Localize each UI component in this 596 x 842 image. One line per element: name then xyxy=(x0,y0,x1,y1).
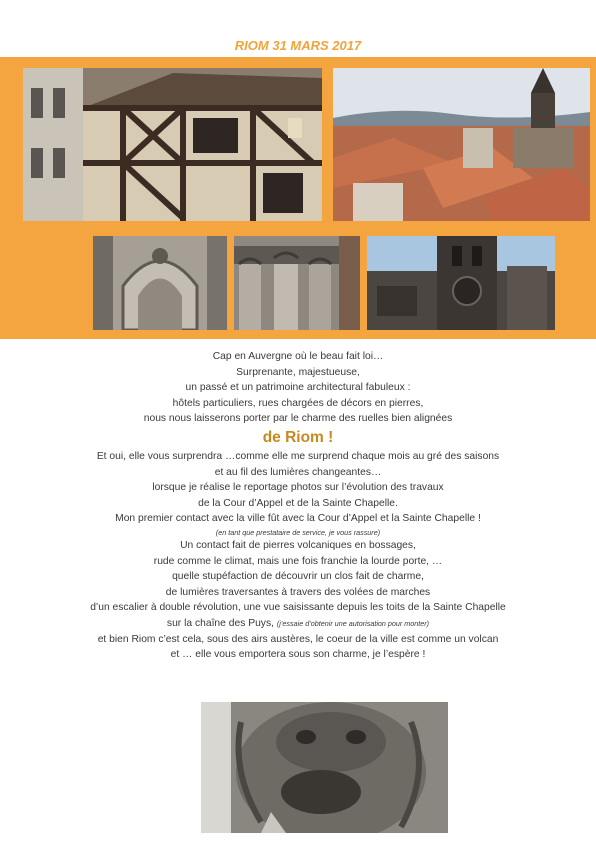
text-note-inline: (j’essaie d’obtenir une autorisation pour monter) xyxy=(276,618,430,628)
text-line: hôtels particuliers, rues chargées de décors en pierres, xyxy=(172,397,424,409)
text-line: Cap en Auvergne où le beau fait loi… xyxy=(212,351,384,362)
text-line: Mon premier contact avec la ville fût avec la Cour d’Appel et la Sainte Chapelle ! xyxy=(115,513,481,525)
text-line: et bien Riom c’est cela, sous des airs austères, le coeur de la ville est comme un volcan xyxy=(97,633,499,645)
text-note: (en tant que prestataire de service, je vous rassure) xyxy=(215,527,381,537)
text-line: et au fil des lumières changeantes… xyxy=(214,466,382,478)
text-line: quelle stupéfaction de découvrir un clos fait de charme, xyxy=(172,571,424,583)
text-line: de lumières traversantes à travers des volées de marches xyxy=(165,586,431,598)
highlight-heading: de Riom ! xyxy=(262,428,334,446)
text-puys: sur la chaîne des Puys, xyxy=(166,617,274,629)
text-line: Surprenante, majestueuse, xyxy=(236,366,360,378)
body-text xyxy=(20,349,576,663)
text-line-puys xyxy=(20,616,576,632)
page-title: RIOM 31 MARS 2017 xyxy=(234,38,362,53)
text-line: lorsque je réalise le reportage photos sur l’évolution des travaux xyxy=(152,482,444,494)
text-line: nous nous laisserons porter par le charme des ruelles bien alignées xyxy=(143,413,453,425)
text-line: et … elle vous emportera sous son charme, je l’espère ! xyxy=(170,649,426,661)
text-line: d’un escalier à double révolution, une vue saisissante depuis les toits de la Sainte Chapelle xyxy=(90,602,506,614)
photo-stone-tower xyxy=(367,236,555,330)
text-line: de la Cour d’Appel et de la Sainte Chapelle. xyxy=(198,497,398,509)
text-line: rude comme le climat, mais une fois franchie la lourde porte, … xyxy=(153,555,443,567)
text-line: un passé et un patrimoine architectural fabuleux : xyxy=(185,382,411,394)
photo-column-capitals xyxy=(234,236,360,330)
photo-lion-fountain xyxy=(201,702,448,833)
photo-gothic-carving xyxy=(93,236,227,330)
text-line: Et oui, elle vous surprendra …comme elle me surprend chaque mois au gré des saisons xyxy=(96,450,500,462)
text-line: Un contact fait de pierres volcaniques en bossages, xyxy=(180,539,416,551)
photo-rooftops-view xyxy=(333,68,590,221)
photo-half-timbered-house xyxy=(23,68,322,221)
